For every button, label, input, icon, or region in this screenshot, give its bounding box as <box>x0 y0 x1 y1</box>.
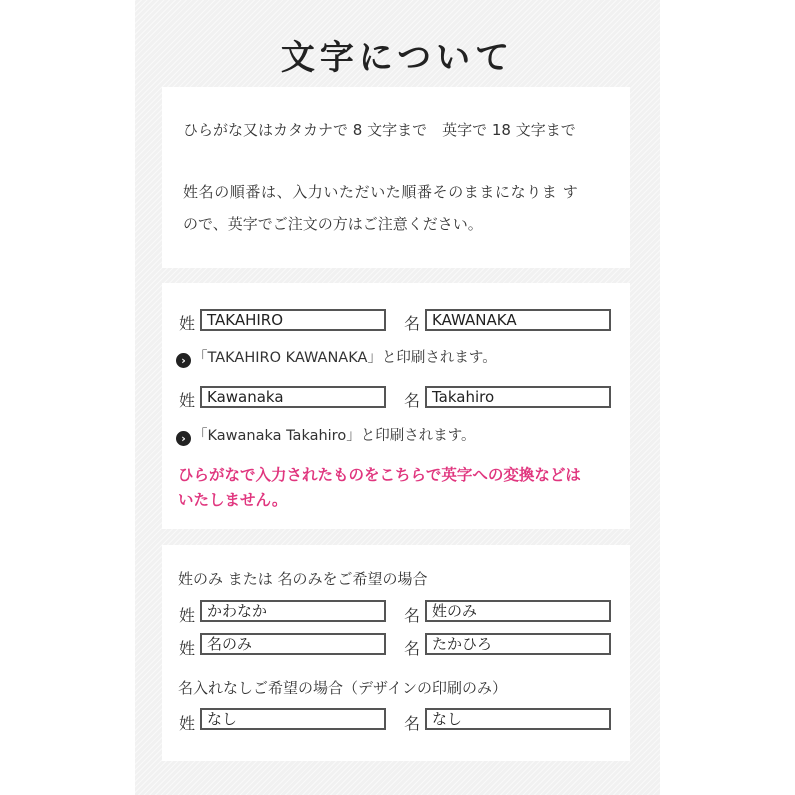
no-name-heading: 名入れなしご希望の場合（デザインの印刷のみ） <box>178 679 507 697</box>
no-name-mei-field[interactable]: なし <box>425 708 611 730</box>
example1-mei-field[interactable]: KAWANAKA <box>425 309 611 331</box>
example1-sei-field[interactable]: TAKAHIRO <box>200 309 386 331</box>
example1-result <box>176 346 497 368</box>
rules-order-text-2: ので、英字でご注文の方はご注意ください。 <box>183 215 483 233</box>
single-row1-sei-field[interactable]: かわなか <box>200 600 386 622</box>
arrow-right-icon: › <box>176 431 191 446</box>
page-title: 文字について <box>280 38 515 78</box>
sei-label: 姓 <box>179 714 196 733</box>
no-name-sei-field[interactable]: なし <box>200 708 386 730</box>
rules-order-text-1: 姓名の順番は、入力いただいた順番そのままになりま す <box>183 183 579 201</box>
mei-label: 名 <box>404 606 421 625</box>
mei-label: 名 <box>404 639 421 658</box>
mei-label: 名 <box>404 714 421 733</box>
sei-label: 姓 <box>179 391 196 410</box>
rules-card <box>162 87 630 268</box>
single-name-heading: 姓のみ または 名のみをご希望の場合 <box>178 570 428 588</box>
example2-mei-field[interactable]: Takahiro <box>425 386 611 408</box>
sei-label: 姓 <box>179 314 196 333</box>
example2-result-text: 「Kawanaka Takahiro」と印刷されます。 <box>193 428 476 444</box>
single-row2-sei-field[interactable]: 名のみ <box>200 633 386 655</box>
sei-label: 姓 <box>179 639 196 658</box>
warning-text-2: いたしません。 <box>178 491 288 509</box>
rules-length-text: ひらがな又はカタカナで 8 文字まで 英字で 18 文字まで <box>183 121 576 139</box>
example1-result-text: 「TAKAHIRO KAWANAKA」と印刷されます。 <box>193 350 497 366</box>
single-row2-mei-field[interactable]: たかひろ <box>425 633 611 655</box>
mei-label: 名 <box>404 314 421 333</box>
warning-text-1: ひらがなで入力されたものをこちらで英字への変換などは <box>178 466 581 484</box>
single-row1-mei-field[interactable]: 姓のみ <box>425 600 611 622</box>
sei-label: 姓 <box>179 606 196 625</box>
example2-sei-field[interactable]: Kawanaka <box>200 386 386 408</box>
mei-label: 名 <box>404 391 421 410</box>
arrow-right-icon: › <box>176 353 191 368</box>
example2-result <box>176 424 476 446</box>
